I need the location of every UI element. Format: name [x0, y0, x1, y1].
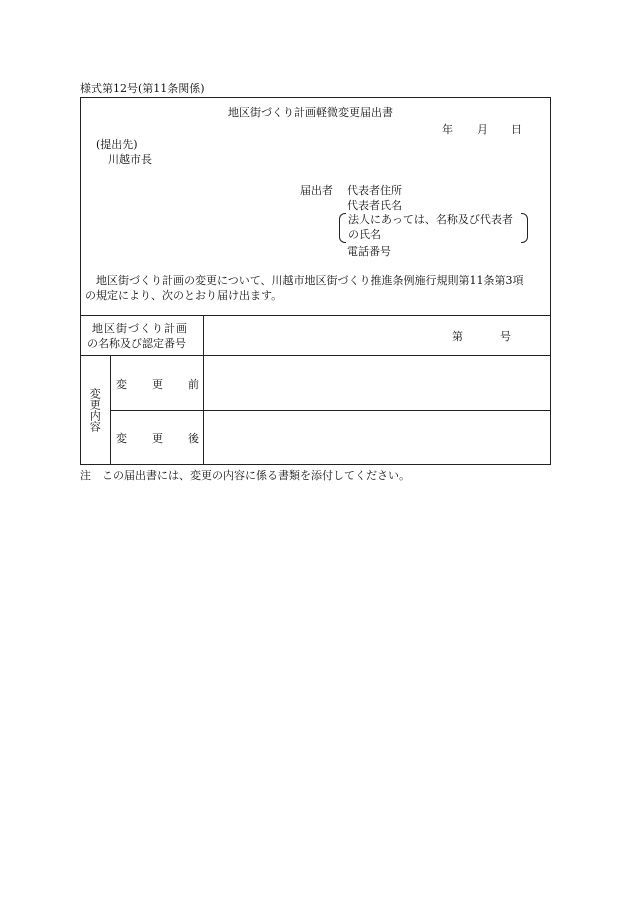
corporate-bracket-left	[339, 213, 346, 243]
body-line-1: 地区街づくり計画の変更について、川越市地区街づくり推進条例施行規則第11条第3項	[96, 274, 524, 287]
notifier-phone: 電話番号	[347, 245, 391, 258]
number-prefix: 第	[452, 330, 463, 343]
notifier-label: 届出者	[300, 184, 333, 197]
before-char: 前	[188, 378, 199, 391]
table-divider-main	[203, 315, 204, 465]
after-value[interactable]	[210, 414, 546, 460]
table-top-rule	[80, 315, 551, 316]
notifier-corporate-line2: の氏名	[348, 228, 381, 241]
date-month: 月	[477, 123, 488, 136]
notifier-name: 代表者氏名	[347, 199, 402, 212]
notifier-corporate-line1: 法人にあっては、名称及び代表者	[348, 213, 513, 226]
footnote: 注 この届出書には、変更の内容に係る書類を添付してください。	[80, 469, 410, 482]
number-suffix: 号	[500, 330, 511, 343]
corporate-bracket-right	[521, 213, 528, 243]
plan-label-line2: の名称及び認定番号	[87, 337, 186, 350]
after-char: 更	[152, 432, 163, 445]
date-day: 日	[511, 123, 522, 136]
notifier-address: 代表者住所	[347, 184, 402, 197]
after-char: 変	[116, 432, 127, 445]
after-label	[116, 432, 199, 445]
plan-label-line1: 地区街づくり計画	[92, 322, 188, 335]
table-divider-change	[110, 355, 111, 465]
form-title: 地区街づくり計画軽微変更届出書	[228, 106, 393, 119]
table-rule-2	[80, 355, 551, 356]
before-char: 更	[152, 378, 163, 391]
before-char: 変	[116, 378, 127, 391]
after-char: 後	[188, 432, 199, 445]
before-label	[116, 378, 199, 391]
recipient-name: 川越市長	[108, 153, 152, 166]
date-year: 年	[442, 123, 453, 136]
form-number: 様式第12号(第11条関係)	[80, 82, 205, 95]
recipient-label: (提出先)	[96, 138, 138, 151]
table-rule-3	[110, 410, 551, 411]
before-value[interactable]	[210, 360, 546, 406]
body-line-2: の規定により、次のとおり届け出ます。	[85, 289, 283, 302]
change-content-label: 変更内容	[88, 388, 102, 432]
